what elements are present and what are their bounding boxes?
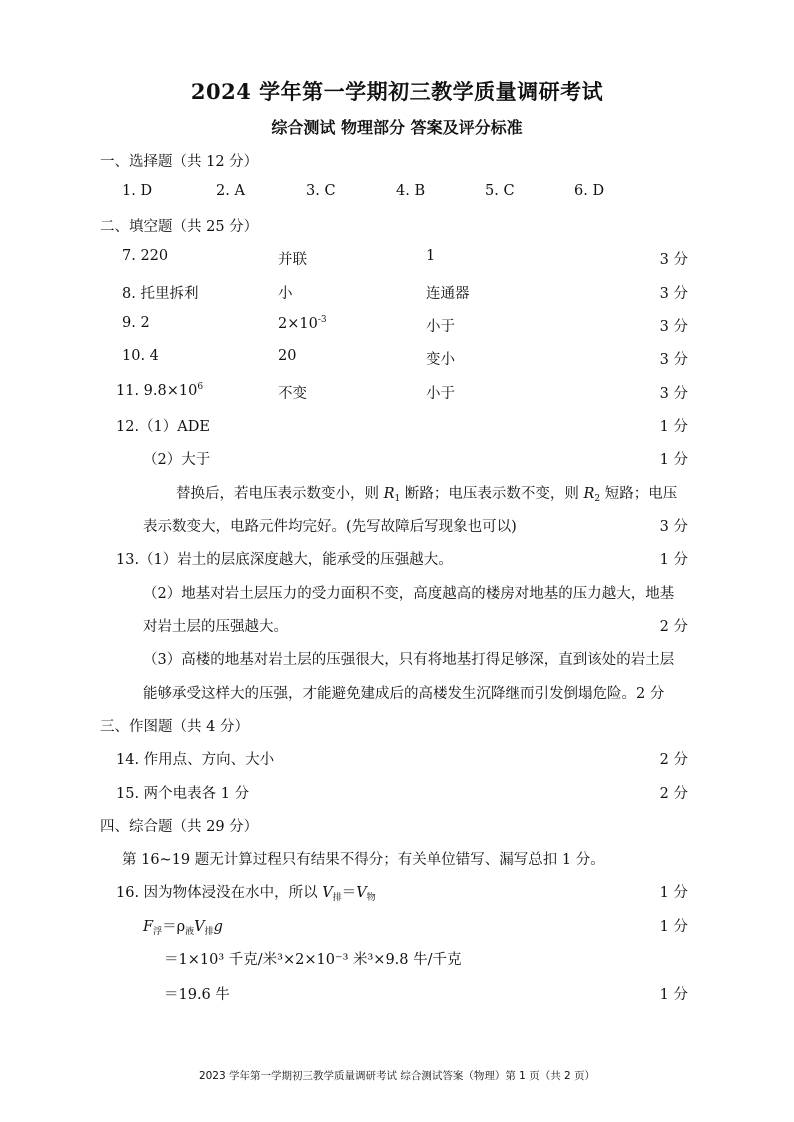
q16-step3-score: 1 分 xyxy=(659,987,688,1003)
q8-answer-3: 连通器 xyxy=(426,286,470,302)
volume-v-pai: V xyxy=(322,885,333,901)
q13-part3-line1: （3）高楼的地基对岩土层的压强很大，只有将地基打得足够深，直到该处的岩土层 xyxy=(143,652,675,668)
q7-score: 3 分 xyxy=(659,252,688,268)
section-heading-choice: 一、选择题（共 12 分） xyxy=(100,154,259,170)
q12-text-c: 短路；电压 xyxy=(600,486,678,502)
choice-answer-5: 5. C xyxy=(485,183,515,199)
resistor-r1: R xyxy=(383,486,395,502)
resistor-r1-sub: 1 xyxy=(394,494,401,504)
volume-v-wu: V xyxy=(356,885,367,901)
q16-step2-score: 1 分 xyxy=(659,919,688,935)
choice-answer-2: 2. A xyxy=(216,183,245,199)
choice-answer-4: 4. B xyxy=(396,183,426,199)
q7-answer-2: 并联 xyxy=(278,252,307,268)
gravity-g: g xyxy=(213,919,223,935)
q8-score: 3 分 xyxy=(659,286,688,302)
choice-answer-3: 3. C xyxy=(306,183,336,199)
page-footer: 2023 学年第一学期初三教学质量调研考试 综合测试答案（物理）第 1 页（共 2 页） xyxy=(198,1070,596,1082)
q13-part1: 13.（1）岩土的层底深度越大，能承受的压强越大。 xyxy=(116,552,453,568)
q8-answer-1: 8. 托里拆利 xyxy=(122,286,199,302)
q12-part1-score: 1 分 xyxy=(659,419,688,435)
q16-result: ＝19.6 牛 xyxy=(164,987,230,1003)
q10-score: 3 分 xyxy=(659,352,688,368)
q14-score: 2 分 xyxy=(659,752,688,768)
q10-answer-3: 变小 xyxy=(426,352,455,368)
q11-answer-1 xyxy=(116,382,203,399)
sub-fu: 浮 xyxy=(153,927,163,937)
q9-answer-2-base: 2×10 xyxy=(278,316,318,332)
sub-wu: 物 xyxy=(366,893,376,903)
q16-formula xyxy=(143,915,223,937)
q9-answer-1: 9. 2 xyxy=(122,315,150,331)
choice-answer-1: 1. D xyxy=(122,183,153,199)
q13-part2-line1: （2）地基对岩土层压力的受力面积不变，高度越高的楼房对地基的压力越大，地基 xyxy=(143,586,675,602)
section-heading-drawing: 三、作图题（共 4 分） xyxy=(100,719,249,735)
resistor-r2-sub: 2 xyxy=(594,494,601,504)
rho-symbol: ＝ρ xyxy=(162,919,186,935)
page-subtitle: 综合测试 物理部分 答案及评分标准 xyxy=(271,118,523,137)
q9-score: 3 分 xyxy=(659,319,688,335)
q12-part2-score: 1 分 xyxy=(659,452,688,468)
q11-score: 3 分 xyxy=(659,386,688,402)
q13-part1-score: 1 分 xyxy=(659,552,688,568)
resistor-r2: R xyxy=(583,486,595,502)
q16-text: 16. 因为物体浸没在水中，所以 xyxy=(116,885,323,901)
q12-part1: 12.（1）ADE xyxy=(116,419,210,435)
section-heading-fill: 二、填空题（共 25 分） xyxy=(100,219,259,235)
sub-pai-2: 排 xyxy=(204,927,214,937)
q9-answer-3: 小于 xyxy=(426,319,455,335)
q11-answer-2: 不变 xyxy=(278,386,307,402)
sub-pai: 排 xyxy=(332,893,342,903)
sub-ye: 液 xyxy=(185,927,195,937)
q16-step1-score: 1 分 xyxy=(659,885,688,901)
q8-answer-2: 小 xyxy=(278,286,293,302)
q12-explanation-line2: 表示数变大，电路元件均完好。(先写故障后写现象也可以) xyxy=(143,519,517,535)
section4-note: 第 16~19 题无计算过程只有结果不得分；有关单位错写、漏写总扣 1 分。 xyxy=(122,852,605,868)
force-f: F xyxy=(143,919,154,935)
equals-sign: ＝ xyxy=(341,885,357,901)
q10-answer-2: 20 xyxy=(278,348,297,364)
q7-answer-3: 1 xyxy=(426,248,436,264)
q12-part2: （2）大于 xyxy=(143,452,211,468)
q12-text-b: 断路；电压表示数不变，则 xyxy=(400,486,584,502)
q11-answer-1-base: 11. 9.8×10 xyxy=(116,383,198,399)
q13-part3-line2: 能够承受这样大的压强，才能避免建成后的高楼发生沉降继而引发倒塌危险。2 分 xyxy=(143,686,665,702)
q12-explanation-line1 xyxy=(176,482,677,504)
choice-answer-6: 6. D xyxy=(574,183,605,199)
q10-answer-1: 10. 4 xyxy=(122,348,159,364)
q15-answer: 15. 两个电表各 1 分 xyxy=(116,786,250,802)
q16-substitution: ＝1×10³ 千克/米³×2×10⁻³ 米³×9.8 牛/千克 xyxy=(164,952,462,968)
q11-answer-3: 小于 xyxy=(426,386,455,402)
q12-text-a: 替换后，若电压表示数变小，则 xyxy=(176,486,384,502)
volume-v: V xyxy=(194,919,205,935)
q9-answer-2-exponent: -3 xyxy=(317,315,327,325)
q14-answer: 14. 作用点、方向、大小 xyxy=(116,752,275,768)
q13-part2-score: 2 分 xyxy=(659,619,688,635)
q13-part2-line2: 对岩土层的压强越大。 xyxy=(143,619,288,635)
page-title: 2024 学年第一学期初三教学质量调研考试 xyxy=(190,79,604,104)
q9-answer-2 xyxy=(278,315,327,332)
q15-score: 2 分 xyxy=(659,786,688,802)
q11-answer-1-exponent: 6 xyxy=(197,382,204,392)
q7-answer-1: 7. 220 xyxy=(122,248,169,264)
q12-part3-score: 3 分 xyxy=(659,519,688,535)
section-heading-comprehensive: 四、综合题（共 29 分） xyxy=(100,819,259,835)
q16-line1 xyxy=(116,881,376,903)
